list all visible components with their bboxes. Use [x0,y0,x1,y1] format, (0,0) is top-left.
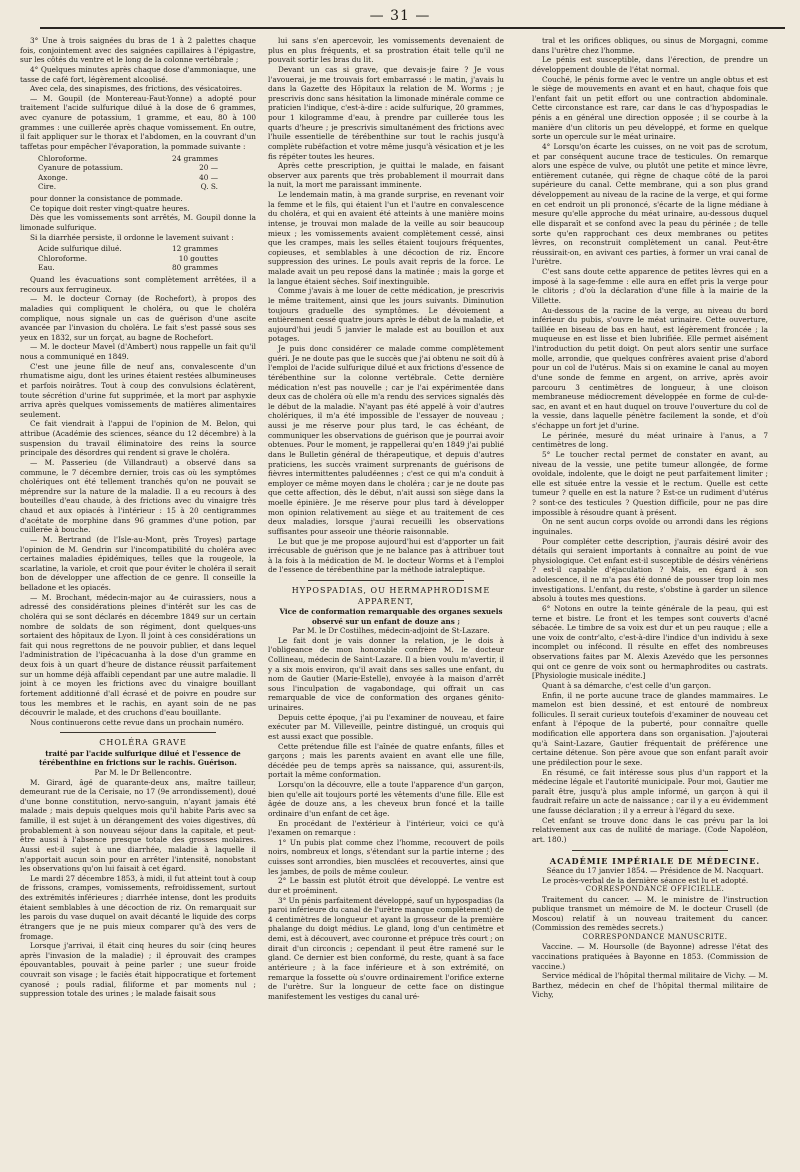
column-3 [532,36,768,1164]
paragraph: Ce topique doit rester vingt-quatre heures. [30,203,190,213]
paragraph: 6° Notons en outre la teinte générale de la peau, qui est terne et bistre. Le front et les tempes sont couverts d'acné sébacée. Le timbre de sa voix est dur et un peu rauque ; elle a une voix de contr'alto, c'est-à-dire l'indice d'un individu à sexe incomplet ou infécond. Il résulte en effet des nombreuses observations faites par M. Alexis Azevédo que les personnes qui ont ce genre de voix sont ou hermaphrodites ou castrats. [Physiologie musicale inédite.] [532,603,768,681]
paragraph: M. Girard, âgé de quarante-deux ans, maître tailleur, demeurant rue de la Cerisaie, no 17 (9e arrondissement), doué d'une bonne constitution, nervo-sanguin, n'ayant jamais été malade ; mais depuis quelques mois qu'il habite Paris avec sa famille, il est sujet à un dérangement des voies digestives, dû probablement à son nouveau séjour dans la capitale, et peut-être aussi à l'absence presque totale des grosses molaires. Aussi est-il sujet à une diarrhée, maladie à laquelle il n'apportait aucun soin pour en arrêter l'intensité, nonobstant les observations qu'on lui faisait à cet égard. [20,777,256,874]
paragraph: — M. Bertrand (de l'Isle-au-Mont, près Troyes) partage l'opinion de M. Gendrin sur l'incompatibilité du choléra avec certaines maladies épidémiques, telles que la rougeole, la scarlatine, la variole, et croit que pour éviter le choléra il serait bon de développer une affection de ce genre. Il conseille la belladone et les opiacés. [20,534,256,592]
column-1 [20,36,256,1164]
paragraph: Lorsque j'arrivai, il était cinq heures du soir (cinq heures après l'invasion de la maladie) ; il éprouvait des crampes épouvantables, pouvait à peine parler ; une sueur froide couvrait son visage ; le faciès était hippocratique et fortement cyanosé ; pouls radial, filiforme et par moments nul ; suppression totale des urines ; le malade faisait sous [20,941,256,999]
subsection-title: CORRESPONDANCE OFFICIELLE. [585,885,725,894]
session-date: Séance du 17 janvier 1854. — Présidence de M. Nacquart. [546,866,764,876]
paragraph: Si la diarrhée persiste, il ordonne le lavement suivant : [30,232,234,242]
prescription-line: Cyanure de potassium. 20 — [38,163,218,173]
paragraph: 3° Un pénis parfaitement développé, sauf un hypospadias (la paroi inférieure du canal de l'urètre manque complètement) de 4 centimètres de longueur et ayant la grosseur de la première phalange du doigt médius. Le gland, long d'un centimètre et demi, est à découvert, avec couronne et prépuce très court ; on dirait d'un circoncis ; cependant il peut être ramené sur le gland. Ce dernier est bien conformé, du reste, quant à sa face antérieure ; à la face inférieure et à son extrémité, on remarque la fossette où s'ouvre ordinairement l'orifice externe de l'urètre. Sur la longueur de cette face on distingue manifestement les vestiges du canal uré- [268,895,504,1001]
paragraph: On ne sent aucun corps ovoïde ou arrondi dans les régions inguinales. [532,517,768,536]
paragraph: C'est sans doute cette apparence de petites lèvres qui en a imposé à la sage-femme : elle aura en effet pris la verge pour le clitoris ; d'où la déclaration d'une fille à la mairie de la Villette. [532,267,768,305]
paragraph: Quand les évacuations sont complètement arrêtées, il a recours aux ferrugineux. [20,275,256,294]
paragraph: En procédant de l'extérieur à l'intérieur, voici ce qu'à l'examen on remarque : [268,818,504,838]
paragraph: Le mardi 27 décembre 1853, à midi, il fut atteint tout à coup de frissons, crampes, vomissements, refroidissement, surtout des extrémités inférieures ; diarrhée intense, dont les produits étaient semblables à une décoction de riz. On remarquait sur les parois du vase duquel on avait décanté le liquide des corps étrangers que je ne puis mieux comparer qu'à des vers de fromage. [20,873,256,941]
prescription-line: Acide sulfurique dilué. 12 grammes [38,244,218,254]
section-title: HYPOSPADIAS, OU HERMAPHRODISME APPARENT, [291,586,491,606]
paragraph: Après cette prescription, je quittai le malade, en faisant observer aux parents que très probablement il mourrait dans la nuit, la mort me paraissant imminente. [268,161,504,190]
paragraph: Depuis cette époque, j'ai pu l'examiner de nouveau, et faire exécuter par M. Villeveille, peintre distingué, un croquis qui est aussi exact que possible. [268,712,504,741]
section-divider [308,580,464,581]
paragraph: Le lendemain matin, à ma grande surprise, en revenant voir la femme et le fils, qui étaient l'un et l'autre en convalescence du choléra, et qui en avaient été atteints à une manière moins intense, je trouvai mon malade de la veille au soir beaucoup mieux ; les vomissements avaient complètement cessé, ainsi que les crampes, mais les selles étaient toujours fréquentes, copieuses, et semblables à une décoction de riz. Encore suppression des urines. Le pouls avait repris de la force. Le malade avait un peu reposé dans la matinée ; mais la gorge et la langue étaient sèches. Soif inextinguible. [268,190,504,286]
paragraph: Pour compléter cette description, j'aurais désiré avoir des détails qui seraient importants à connaître au point de vue physiologique. Cet enfant est-il susceptible de désirs vénériens ? est-il capable d'éjaculation ? Mais, en égard à son adolescence, il ne m'a pas été donné de pousser trop loin mes investigations. L'enfant, du reste, s'obstine à garder un silence absolu à toutes mes questions. [532,536,768,604]
paragraph: Nous continuerons cette revue dans un prochain numéro. [30,717,244,727]
paragraph: Service médical de l'hôpital thermal militaire de Vichy. — M. Barthez, médecin en chef de l'hôpital thermal militaire de Vichy, [532,971,768,1000]
paragraph: Le procès-verbal de la dernière séance est lu et adopté. [542,875,749,885]
section-subtitle: Vice de conformation remarquable des organes sexuels observé sur un enfant de douze ans ; [279,607,503,626]
prescription-line: Cire. Q. S. [38,182,218,192]
paragraph: Enfin, il ne porte aucune trace de glandes mammaires. Le mamelon est bien dessiné, et est entouré de nombreux follicules. Il serait curieux toutefois d'examiner de nouveau cet enfant à l'époque de la puberté, pour connaître quelle modification elle apportera dans son organisation. J'ajouterai qu'à Saint-Lazare, Gautier fréquentait de préférence une certaine détenue. Son père avoue que son enfant paraît avoir une prédilection pour le sexe. [532,690,768,767]
paragraph: 3° Une à trois saignées du bras de 1 à 2 palettes chaque fois, conjointement avec des saignées capillaires à l'épigastre, sur les côtés du ventre et le long de la colonne vertébrale ; [20,36,256,65]
column-2 [268,36,504,1164]
section-subtitle: traité par l'acide sulfurique dilué et l'essence de térébenthine en frictions sur le rachis. Guérison. [39,748,241,768]
paragraph: 5° Le toucher rectal permet de constater en avant, au niveau de la vessie, une petite tumeur allongée, de forme ovoïdale, indolente, que le doigt ne peut parfaitement limiter ; elle est située entre la vessie et le rectum. Quelle est cette tumeur ? quelle en est la nature ? Est-ce un rudiment d'utérus ? sont-ce des testicules ? Question difficile, pour ne pas dire impossible à résoudre quant à présent. [532,449,768,517]
paragraph: Le but que je me propose aujourd'hui est d'apporter un fait irrécusable de guérison que je ne balance pas à attribuer tout à la fois à la médication de M. le docteur Worms et à l'emploi de l'essence de térébenthine par la méthode iatraleptique. [268,536,504,575]
paragraph: Je puis donc considérer ce malade comme complètement guéri. Je ne doute pas que le succès que j'ai obtenu ne soit dû à l'emploi de l'acide sulfurique dilué et aux frictions d'essence de térébenthine sur la colonne vertébrale. Cette dernière médication n'est pas nouvelle ; car je l'ai expérimentée dans deux cas de choléra où elle m'a rendu des services signalés dès le début de la maladie. N'ayant pas été appelé à voir d'autres cholériques, il m'a été impossible de l'essayer de nouveau ; aussi je me réserve pour plus tard, le cas échéant, de communiquer les observations de guérison que je pourrai avoir obtenues. Pour le moment, je rappellerai qu'en 1849 j'ai publié dans le Bulletin général de thérapeutique, et depuis d'autres praticiens, les succès vraiment surprenants de guérisons de fièvres intermittentes paludéennes ; c'est ce qui m'a conduit à employer ce même moyen dans le choléra ; car je ne doute pas que cette affection, dès le début, n'ait aussi son siège dans la moelle épinière. Je me réserve pour plus tard à développer mon opinion relativement au siège et au traitement de ces deux maladies, lorsque j'aurai recueilli les observations suffisantes pour asseoir une théorie raisonnable. [268,344,504,536]
paragraph: 1° Un pubis plat comme chez l'homme, recouvert de poils noirs, nombreux et longs, s'étendant sur la partie interne ; des cuisses sont arrondies, bien musclées et recouvertes, ainsi que les jambes, de poils de même couleur. [268,837,504,876]
prescription-pommade [38,154,256,193]
paragraph: Traitement du cancer. — M. le ministre de l'instruction publique transmet un mémoire de M. le docteur Crusell (de Moscou) relatif à un nouveau traitement du cancer. (Commission des remèdes secrets.) [532,894,768,933]
paragraph: Dès que les vomissements sont arrêtés, M. Goupil donne la limonade sulfurique. [20,213,256,232]
author-line: Par M. le Dr Costilhes, médecin-adjoint de St-Lazare. [292,626,490,636]
paragraph: Cet enfant se trouve donc dans le cas prévu par la loi relativement aux cas de nullité de mariage. (Code Napoléon, art. 180.) [532,815,768,844]
paragraph: Avec cela, des sinapismes, des frictions, des vésicatoires. [30,84,243,94]
paragraph: C'est une jeune fille de neuf ans, convalescente d'un rhumatisme aigu, dont les urines étaient restées albumineuses et parfois noirâtres. Tout à coup des convulsions éclatèrent, toute sécrétion d'urine fut supprimée, et la mort par asphyxie arriva après quelques vomissements de matières alimentaires seulement. [20,361,256,419]
author-line: Par M. le Dr Bellencontre. [94,767,192,777]
section-title: CHOLÉRA GRAVE [99,738,187,748]
paragraph: — M. Goupil (de Montereau-Faut-Yonne) a adopté pour traitement l'acide sulfurique dilué à la dose de 6 grammes, avec cyanure de potassium, 1 gramme, et eau, 80 à 100 grammes : une cuillerée après chaque vomissement. En outre, il fait appliquer sur le thorax et l'abdomen, en la couvrant d'un taffetas pour empêcher l'évaporation, la pommade suivante : [20,93,256,151]
paragraph: Vaccine. — M. Hoursolle (de Bayonne) adresse l'état des vaccinations pratiquées à Bayonne en 1853. (Commission de vaccine.) [532,942,768,971]
paragraph: Comme j'avais à me louer de cette médication, je prescrivis le même traitement, ainsi que les jours suivants. Diminution toujours graduelle des symptômes. Le dévoiement a entièrement cessé quatre jours après le début de la maladie, et aujourd'hui jeudi 5 janvier le malade est au bouillon et aux potages. [268,286,504,344]
paragraph: — M. le docteur Mavel (d'Ambert) nous rappelle un fait qu'il nous a communiqué en 1849. [20,342,256,361]
section-divider [572,850,728,851]
header-rule [40,27,785,29]
paragraph: Quant à sa démarche, c'est celle d'un garçon. [542,680,712,690]
section-divider [60,732,216,733]
page-number: — 31 — [369,8,431,24]
prescription-line: Eau. 80 grammes [38,263,218,273]
paragraph: Au-dessous de la racine de la verge, au niveau du bord inférieur du pubis, s'ouvre le méat urinaire. Cette ouverture, taillée en biseau de bas en haut, est légèrement froncée ; la muqueuse en est lisse et bien lubrifiée. Elle permet aisément l'introduction du petit doigt. On peut alors sentir une surface molle, arrondie, que quelques confrères avaient prise d'abord pour un col de l'utérus. Mais si on examine le canal au moyen d'une sonde de femme en argent, on arrive, après avoir parcouru 3 centimètres de longueur, à une cloison membraneuse médiocrement développée en forme de cul-de-sac, en avant et en haut duquel on trouve l'ouverture du col de la vessie, dans laquelle pénètre facilement la sonde, et d'où s'échappe un fort jet d'urine. [532,305,768,430]
paragraph: Cette prétendue fille est l'aînée de quatre enfants, filles et garçons ; mais les parents avaient en avant elle une fille, décédée peu de temps après sa naissance, qui, assurent-ils, portait la même conformation. [268,741,504,780]
prescription-line: Chloroforme. 10 gouttes [38,253,218,263]
paragraph: pour donner la consistance de pommade. [30,194,183,203]
prescription-lavement [38,244,256,273]
paragraph: lui sans s'en apercevoir, les vomissements devenaient de plus en plus fréquents, et sa prostration était telle qu'il ne pouvait sortir les bras du lit. [268,36,504,65]
paragraph: Devant un cas si grave, que devais-je faire ? Je vous l'avouerai, je me trouvais fort embarrassé : le matin, j'avais lu dans la Gazette des Hôpitaux la relation de M. Worms ; je prescrivis donc sans hésitation la limonade minérale comme ce praticien l'indique, c'est-à-dire : acide sulfurique, 20 grammes, pour 1 kilogramme d'eau, à prendre par cuillerée tous les quarts d'heure ; je prescrivis simultanément des frictions avec l'huile essentielle de térébenthine sur tout le rachis jusqu'à complète rubéfaction et votre même jusqu'à vésication et je les fis répéter toutes les heures. [268,64,504,161]
paragraph: Ce fait viendrait à l'appui de l'opinion de M. Belon, qui attribue (Académie des sciences, séance du 12 décembre) à la suspension du travail éliminatoire des reins la source principale des désordres qui rendent si grave le choléra. [20,419,256,458]
paragraph: tral et les orifices obliques, ou sinus de Morgagni, comme dans l'urètre chez l'homme. [532,36,768,55]
paragraph: — M. le docteur Cornay (de Rochefort), à propos des maladies qui compliquent le choléra, ou que le choléra complique, nous signale un cas de guérison d'une ascite avancée par l'invasion du choléra. Le fait s'est passé sous ses yeux en 1832, sur un forçat, au bagne de Rochefort. [20,294,256,342]
paragraph: 4° Quelques minutes après chaque dose d'ammoniaque, une tasse de café fort, légèrement alcoolisé. [20,64,256,84]
paragraph: Le pénis est susceptible, dans l'érection, de prendre un développement double de l'état normal. [532,55,768,74]
paragraph: Le périnée, mesuré du méat urinaire à l'anus, a 7 centimètres de long. [532,430,768,450]
paragraph: — M. Passerieu (de Villandraut) a observé dans sa commune, le 7 décembre dernier, trois cas où les symptômes cholériques ont été tellement tranchés qu'on ne pouvait se méprendre sur la nature de la maladie. Il a eu recours à des bouteilles d'eau chaude, à des frictions avec du vinaigre très chaud et aux opiacés à l'intérieur : 15 à 20 centigrammes d'acétate de morphine dans 96 grammes d'une potion, par cuillerée à bouche. [20,457,256,535]
section-title: ACADÉMIE IMPÉRIALE DE MÉDECINE. [549,855,761,866]
prescription-line: Axonge. 40 — [38,172,218,182]
subsection-title: CORRESPONDANCE MANUSCRITE. [582,933,728,942]
paragraph: En résumé, ce fait intéresse sous plus d'un rapport et la médecine légale et l'autorité municipale. Pour moi, Gautier me paraît être, jusqu'à plus ample informé, un garçon à qui il faudrait refaire un acte de naissance ; car il y a eu évidemment une fausse déclaration ; il y a erreur à l'égard du sexe. [532,767,768,815]
paragraph: 2° Le bassin est plutôt étroit que développé. Le ventre est dur et proéminent. [268,876,504,895]
paragraph: 4° Lorsqu'on écarte les cuisses, on ne voit pas de scrotum, et par conséquent aucune trace de testicules. On remarque alors une espèce de vulve, ou plutôt une petite et mince lèvre, entièrement cutanée, qui règne de chaque côté de la paroi supérieure du canal. Cette membrane, qui a son plus grand développement au niveau de la racine de la verge, et qui forme en cet endroit un pli prononcé, s'écarte de la ligne médiane à mesure qu'elle approche du méat urinaire, au-dessous duquel elle disparaît et se confond avec la peau du périnée ; de telle sorte qu'en rapprochant ces deux membranes ou petites lèvres, on reconstruit complètement un canal. Peut-être réussirait-on, en avivant ces parties, à former un vrai canal de l'urètre. [532,141,768,267]
paragraph: Lorsqu'on la découvre, elle a toute l'apparence d'un garçon, bien qu'elle ait toujours porté les vêtements d'une fille. Elle est âgée de douze ans, a les cheveux brun foncé et la taille ordinaire d'un enfant de cet âge. [268,780,504,818]
paragraph: Le fait dont je vais donner la relation, je le dois à l'obligeance de mon honorable confrère M. le docteur Collineau, médecin de Saint-Lazare. Il a bien voulu m'avertir, il y a six mois environ, qu'il avait dans ses salles une enfant, du nom de Gautier (Marie-Estelle), envoyée à la maison d'arrêt sous l'inculpation de vagabondage, qui offrait un cas remarquable de vice de conformation des organes génito-urinaires. [268,635,504,713]
prescription-line: Chloroforme. 24 grammes [38,153,218,163]
paragraph: Couché, le pénis forme avec le ventre un angle obtus et est le siège de mouvements en avant et en haut, chaque fois que l'enfant fait un petit effort ou une contraction abdominale. Cette circonstance est rare, car dans le cas d'hypospadias le pénis a en général une direction opposée ; il se courbe à la manière d'un clitoris un peu développé, et forme en quelque sorte un opercule sur le méat urinaire. [532,74,768,142]
paragraph: — M. Brochant, médecin-major au 4e cuirassiers, nous a adressé des considérations pleines d'intérêt sur les cas de choléra qui se sont déclarés en décembre 1849 sur un certain nombre de soldats de son régiment, dont quelques-uns sortaient des hôpitaux de Lyon. Il joint à ces considérations un fait qui nous regrettons de ne pouvoir publier, et dans lequel l'administration de l'ipécacuanha à la dose d'un gramme en deux fois à un quart d'heure de distance réussit parfaitement sur un homme déjà affaibli cependant par une autre maladie. Il joint à ce moyen les frictions avec du vinaigre bouillant fortement additionné d'all écrasé et de poivre en poudre sur tous les membres et le rachis, en ayant soin de ne pas découvrir le malade, et des cruchons d'eau bouillante. [20,592,256,718]
